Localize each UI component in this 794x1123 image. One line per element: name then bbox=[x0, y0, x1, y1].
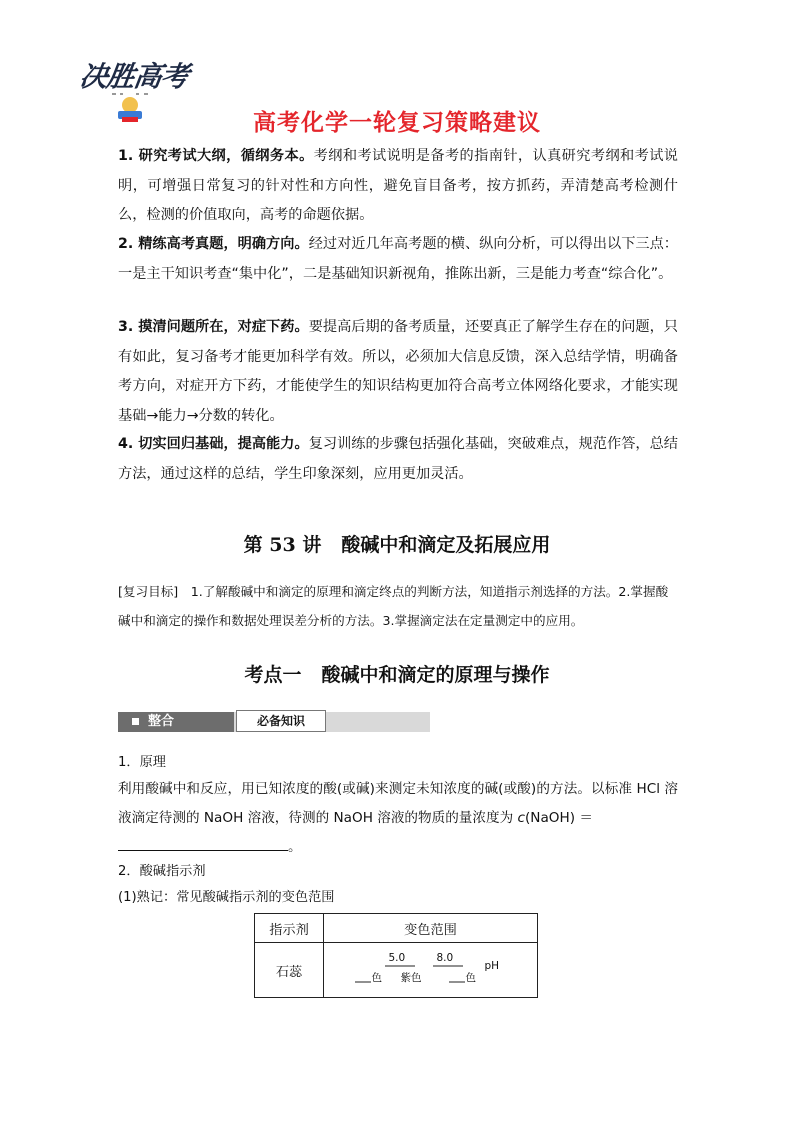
strategy-text: 要提高后期的备考质量，还要真正了解学生存在的问题，只有如此，复习备考才能更加科学有效。所以，必须加大信息反馈，深入总结学情，明确备考方向，对症开方下药，才能使学生的知识结构更加符合高考立体网络化要求，才能实现基础→能力→分数的转化。 bbox=[118, 319, 678, 424]
table-header-row bbox=[255, 914, 538, 943]
indicator-subheading: (1)熟记：常见酸碱指示剂的变色范围 bbox=[118, 890, 335, 905]
lesson-name: 酸碱中和滴定及拓展应用 bbox=[341, 534, 551, 556]
lesson-number: 第 53 讲 bbox=[243, 534, 322, 556]
strategy-paragraph-3 bbox=[118, 313, 678, 431]
strategy-lead: 4. 切实回归基础，提高能力。 bbox=[118, 436, 309, 452]
review-goal: [复习目标] 1.了解酸碱中和滴定的原理和滴定终点的判断方法，知道指示剂选择的方法。2.掌握酸碱中和滴定的操作和数据处理误差分析的方法。3.掌握滴定法在定量测定中的应用。 bbox=[118, 584, 669, 628]
tick-label: 8.0 bbox=[436, 952, 454, 964]
strategy-paragraph-1 bbox=[118, 142, 678, 231]
range-cell bbox=[324, 943, 538, 998]
table-row bbox=[255, 943, 538, 998]
axis-label: pH bbox=[484, 960, 500, 972]
tick-label: 5.0 bbox=[388, 952, 406, 964]
page-title: 高考化学一轮复习策略建议 bbox=[253, 110, 541, 136]
strategy-paragraph-2 bbox=[118, 230, 678, 289]
color-right: 色 bbox=[465, 972, 476, 984]
answer-tail: 。 bbox=[288, 839, 302, 855]
square-icon bbox=[132, 718, 139, 725]
strategy-text: 复习训练的步骤包括强化基础，突破难点，规范作答，总结方法，通过这样的总结，学生印象深刻，应用更加灵活。 bbox=[118, 436, 678, 482]
table-header-cell: 变色范围 bbox=[324, 914, 538, 943]
indicator-name: 石蕊 bbox=[255, 943, 324, 998]
table-header-cell: 指示剂 bbox=[255, 914, 324, 943]
banner-left-label: 整合 bbox=[148, 714, 175, 729]
strategy-lead: 1. 研究考试大纲，循纲务本。 bbox=[118, 148, 314, 164]
answer-line bbox=[118, 833, 678, 862]
indicator-table bbox=[254, 913, 538, 998]
section-heading-principle: 1．原理 bbox=[118, 755, 166, 770]
color-left: 色 bbox=[371, 972, 382, 984]
section-heading-indicator: 2．酸碱指示剂 bbox=[118, 864, 206, 879]
strategy-paragraph-4 bbox=[118, 430, 678, 489]
color-middle: 紫色 bbox=[400, 972, 422, 984]
strategy-lead: 3. 摸清问题所在，对症下药。 bbox=[118, 319, 309, 335]
point-number: 考点一 bbox=[244, 664, 302, 686]
lesson-title bbox=[0, 530, 794, 557]
principle-body: 利用酸碱中和反应，用已知浓度的酸(或碱)来测定未知浓度的碱(或酸)的方法。以标准 HCl 溶液滴定待测的 NaOH 溶液，待测的 NaOH 溶液的物质的量浓度为 bbox=[118, 781, 678, 826]
point-title bbox=[0, 660, 794, 687]
logo-text: 决胜高考 bbox=[77, 60, 191, 93]
strategy-text: 考纲和考试说明是备考的指南针，认真研究考纲和考试说明，可增强日常复习的针对性和方向性，避免盲目备考，按方抓药，弄清楚高考检测什么，检测的价值取向，高考的命题依据。 bbox=[118, 148, 678, 223]
point-name: 酸碱中和滴定的原理与操作 bbox=[321, 664, 550, 686]
formula-rest: (NaOH) ＝ bbox=[525, 810, 593, 826]
strategy-lead: 2. 精练高考真题，明确方向。 bbox=[118, 236, 309, 252]
formula-variable: c bbox=[517, 810, 525, 826]
strategy-text: 经过对近几年高考题的横、纵向分析，可以得出以下三点：一是主干知识考查“集中化”，二是基础知识新视角，推陈出新，三是能力考查“综合化”。 bbox=[118, 236, 678, 282]
banner-left bbox=[118, 712, 234, 732]
principle-text bbox=[118, 775, 678, 833]
section-banner bbox=[118, 710, 430, 734]
banner-tab: 必备知识 bbox=[236, 710, 326, 732]
answer-blank[interactable] bbox=[118, 834, 288, 851]
ph-scale bbox=[341, 948, 521, 992]
